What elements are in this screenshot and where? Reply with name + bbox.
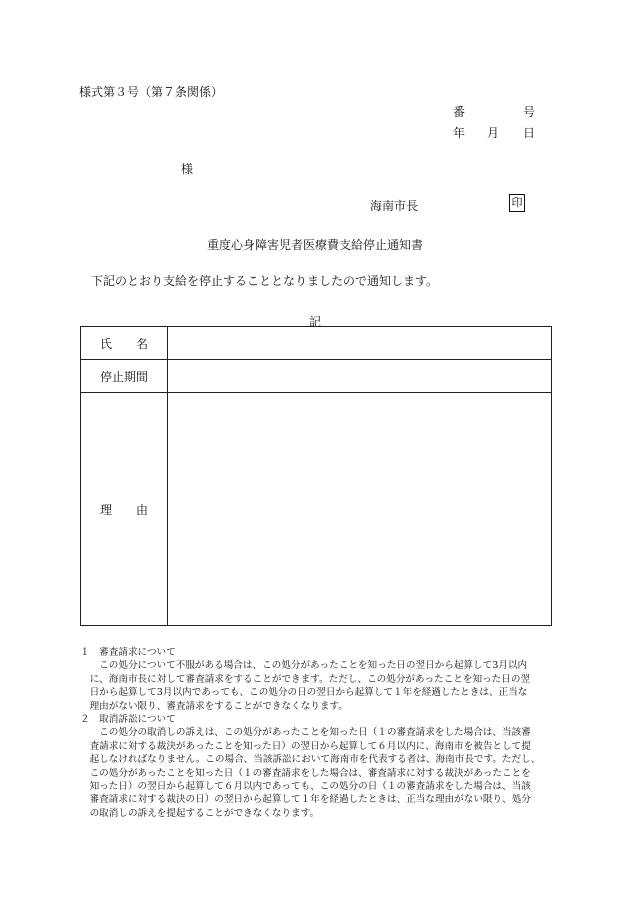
note-2-line: この処分があったことを知った日（１の審査請求をした場合は、審査請求に対する裁決があったことを [80, 767, 531, 779]
reason-value-cell [168, 393, 552, 626]
month-label: 月 [487, 126, 500, 140]
number-suffix: 号 [523, 105, 536, 119]
number-label: 番 [453, 105, 466, 119]
day-label: 日 [523, 126, 536, 140]
ki-heading: 記 [308, 315, 321, 329]
note-2-line: 知った日）の翌日から起算して６月以内であっても、この処分の日（１の審査請求をした場合は、当該 [80, 781, 531, 793]
seal-mark: 印 [509, 194, 525, 212]
form-number: 様式第３号（第７条関係） [79, 85, 224, 99]
document-title: 重度心身障害児者医療費支給停止通知書 [206, 238, 423, 252]
period-value-cell [168, 360, 552, 393]
note-1-line: に、海南市長に対して審査請求をすることができます。ただし、この処分があったことを知った日の翌 [80, 673, 531, 685]
document-number-line [0, 103, 630, 117]
note-1-line: この処分について不服がある場合は、この処分があったことを知った日の翌日から起算して3月以内 [80, 660, 528, 672]
note-2-line: 起しなければなりません。この場合、当該訴訟において海南市を代表する者は、海南市長です。ただし、 [80, 754, 541, 766]
table-row-period [81, 360, 552, 393]
note-1-heading: １ 審査請求について [80, 647, 176, 658]
name-value-cell [168, 327, 552, 360]
note-1-line: 理由がない限り、審査請求をすることができなくなります。 [80, 700, 348, 712]
info-table [80, 326, 552, 626]
issuer-name: 海南市長 [370, 199, 419, 213]
note-2-heading: ２ 取消訴訟について [80, 714, 176, 726]
note-1-line: 日から起算して3月以内であっても、この処分の日の翌日から起算して１年を経過したときは、正当な [80, 687, 528, 699]
addressee-suffix: 様 [181, 162, 194, 176]
note-2-line: 審査請求に対する裁決の日）の翌日から起算して１年を経過したときは、正当な理由がない限り、処分 [80, 794, 531, 806]
date-line [0, 124, 630, 138]
note-2-line: 査請求に対する裁決があったことを知った日）の翌日から起算して６月以内に、海南市を被告として提 [80, 740, 531, 752]
note-2-line: この処分の取消しの訴えは、この処分があったことを知った日（１の審査請求をした場合は、当該審 [80, 727, 531, 739]
notes-section [80, 646, 562, 820]
table-row-reason [81, 393, 552, 626]
year-label: 年 [453, 126, 466, 140]
table-row-name [81, 327, 552, 360]
period-label: 停止期間 [81, 360, 168, 393]
note-2-line: の取消しの訴えを提起することができなくなります。 [80, 807, 320, 819]
reason-label: 理 由 [81, 393, 168, 626]
name-label: 氏 名 [81, 327, 168, 360]
intro-text: 下記のとおり支給を停止することとなりましたので通知します。 [91, 274, 439, 288]
